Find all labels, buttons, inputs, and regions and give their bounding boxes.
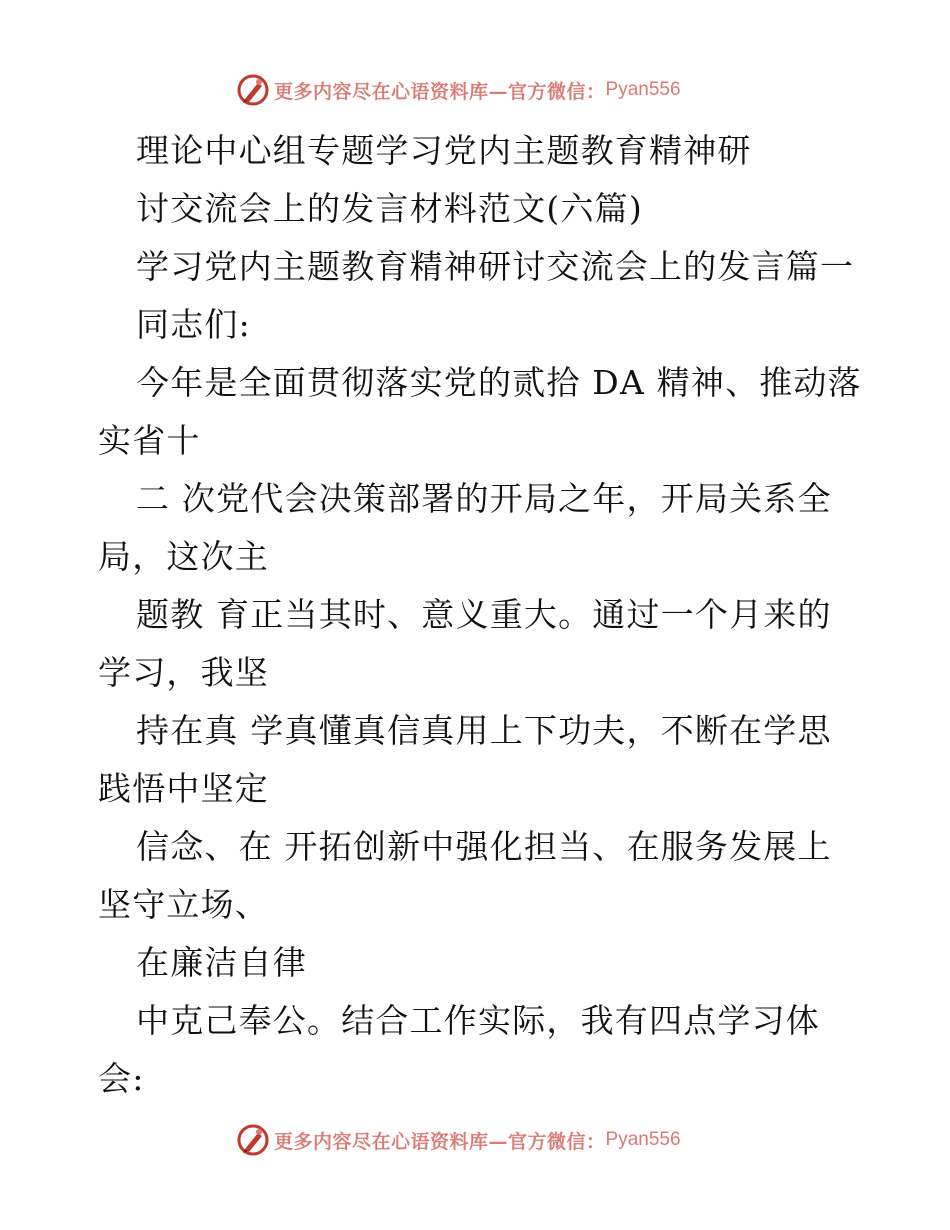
paragraph-line: 二 次党代会决策部署的开局之年，开局关系全 <box>136 479 832 518</box>
paragraph-line: 实省十 <box>98 421 201 460</box>
paragraph-line: 局，这次主 <box>98 537 269 576</box>
paragraph-line: 中克己奉公。结合工作实际，我有四点学习体 <box>136 1001 820 1040</box>
paragraph-line: 信念、在 开拓创新中强化担当、在服务发展上 <box>136 827 832 866</box>
wechat-id: Pyan556 <box>605 1129 681 1150</box>
paragraph-line: 践悟中坚定 <box>98 769 269 808</box>
wechat-id: Pyan556 <box>605 79 681 100</box>
document-title-line-2: 讨交流会上的发言材料范文(六篇) <box>136 189 643 228</box>
paragraph-line: 坚守立场、 <box>98 885 269 924</box>
paragraph-line: 今年是全面贯彻落实党的贰拾 DA 精神、推动落 <box>136 363 862 402</box>
document-title-line-1: 理论中心组专题学习党内主题教育精神研 <box>136 131 752 170</box>
paragraph-line: 题教 育正当其时、意义重大。通过一个月来的 <box>136 595 832 634</box>
paragraph-line: 持在真 学真懂真信真用上下功夫，不断在学思 <box>136 711 832 750</box>
footer-banner <box>236 1122 681 1158</box>
salutation: 同志们: <box>136 305 251 344</box>
paragraph-line: 学习，我坚 <box>98 653 269 692</box>
header-banner <box>236 72 681 108</box>
paragraph-line: 在廉洁自律 <box>136 943 307 982</box>
pen-logo-icon <box>236 1123 270 1157</box>
paragraph-line: 会: <box>98 1059 145 1098</box>
banner-text: 更多内容尽在心语资料库—官方微信： <box>274 1130 606 1153</box>
pen-logo-icon <box>236 73 270 107</box>
section-heading: 学习党内主题教育精神研讨交流会上的发言篇一 <box>136 247 855 286</box>
banner-text: 更多内容尽在心语资料库—官方微信： <box>274 80 606 103</box>
